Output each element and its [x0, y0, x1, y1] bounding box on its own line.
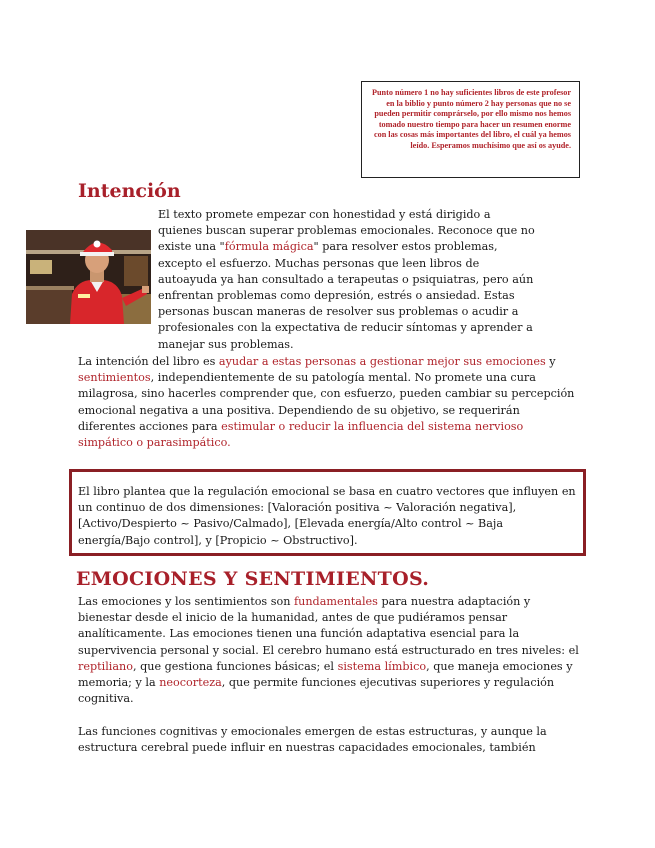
highlight-gestionar-emociones: ayudar a estas personas a gestionar mejor sus emociones	[218, 355, 546, 368]
photo-worker-in-red-uniform	[26, 230, 151, 324]
highlight-fundamentales: fundamentales	[293, 595, 378, 608]
text-run: La intención del libro es	[78, 355, 219, 368]
highlight-sistema-limbico: sistema límbico	[337, 659, 427, 673]
text-run: Las emociones y los sentimientos son	[78, 595, 294, 608]
text-run: , que permite funciones ejecutivas superiores y regulación cognitiva.	[78, 676, 555, 706]
emociones-paragraph-1	[78, 594, 586, 707]
text-run: El texto promete empezar con honestidad y está dirigido a quienes buscan superar problemas emocionales. Reconoce que no existe una "	[158, 208, 535, 254]
text-run: , independientemente de su patología mental. No promete una cura milagrosa, sino hacerles comprender que, con esfuerzo, pueden cambiar su percepción emocional negativa a una positiva. Dependiendo de su objetivo, se requerirán diferentes acciones para	[78, 371, 575, 433]
photo-illustration	[26, 230, 151, 324]
regulation-vectors-text: El libro plantea que la regulación emocional se basa en cuatro vectores que influyen en un continuo de dos dimensiones: [Valoración positiva ~ Valoración negativa], [Activo/Despierto ~ Pasivo/Calmado], [Elevada energía/Alto control ~ Baja energía/Bajo control], y [Propicio ~ Obstructivo].	[78, 485, 576, 547]
text-run: y	[545, 355, 556, 368]
section-heading-emociones: EMOCIONES Y SENTIMIENTOS.	[76, 568, 430, 590]
text-run: " para resolver estos problemas, excepto el esfuerzo. Muchas personas que leen libros de autoayuda ya han consultado a terapeutas o psiquiatras, pero aún enfrentan problemas como depresión, estrés o ansiedad. Estas personas buscan maneras de resolver sus problemas o acudir a profesionales con la expectativa de reducir síntomas y aprender a manejar sus problemas.	[158, 240, 534, 351]
text-run: , que maneja emociones y memoria; y la	[78, 659, 573, 690]
emociones-paragraph-2: Las funciones cognitivas y emocionales emergen de estas estructuras, y aunque la estructura cerebral puede influir en nuestras capacidades emocionales, también	[78, 725, 547, 755]
intencion-paragraph-1	[158, 207, 538, 353]
text-run: para nuestra adaptación y bienestar desde el inicio de la humanidad, antes de que pudiéramos pensar analíticamente. Las emociones tienen una función adaptativa esencial para la supervivencia personal y social. El cerebro humano está estructurado en tres niveles: el	[78, 595, 579, 657]
text-run: , que gestiona funciones básicas; el	[132, 659, 338, 673]
section-heading-intencion: Intención	[78, 180, 181, 202]
intencion-paragraph-2	[78, 354, 576, 451]
highlight-sistema-nervioso: estimular o reducir la influencia del sistema nervioso simpático o parasimpático.	[78, 419, 524, 450]
summary-note-box	[361, 81, 580, 178]
summary-note-text: Punto número 1 no hay suficientes libros de este profesor en la biblio y punto número 2 hay personas que no se pueden permitir comprárselo, por ello mismo nos hemos tomado nuestro tiempo para hacer un resumen enorme con las cosas más importantes del libro, el cuál ya hemos leído. Esperamos muchísimo que así os ayude.	[371, 88, 571, 150]
highlight-sentimientos: sentimientos	[78, 371, 151, 385]
regulation-vectors-box	[69, 469, 586, 556]
highlight-neocorteza: neocorteza	[159, 676, 222, 690]
highlight-formula-magica: fórmula mágica	[224, 240, 314, 254]
highlight-reptiliano: reptiliano	[78, 659, 133, 673]
